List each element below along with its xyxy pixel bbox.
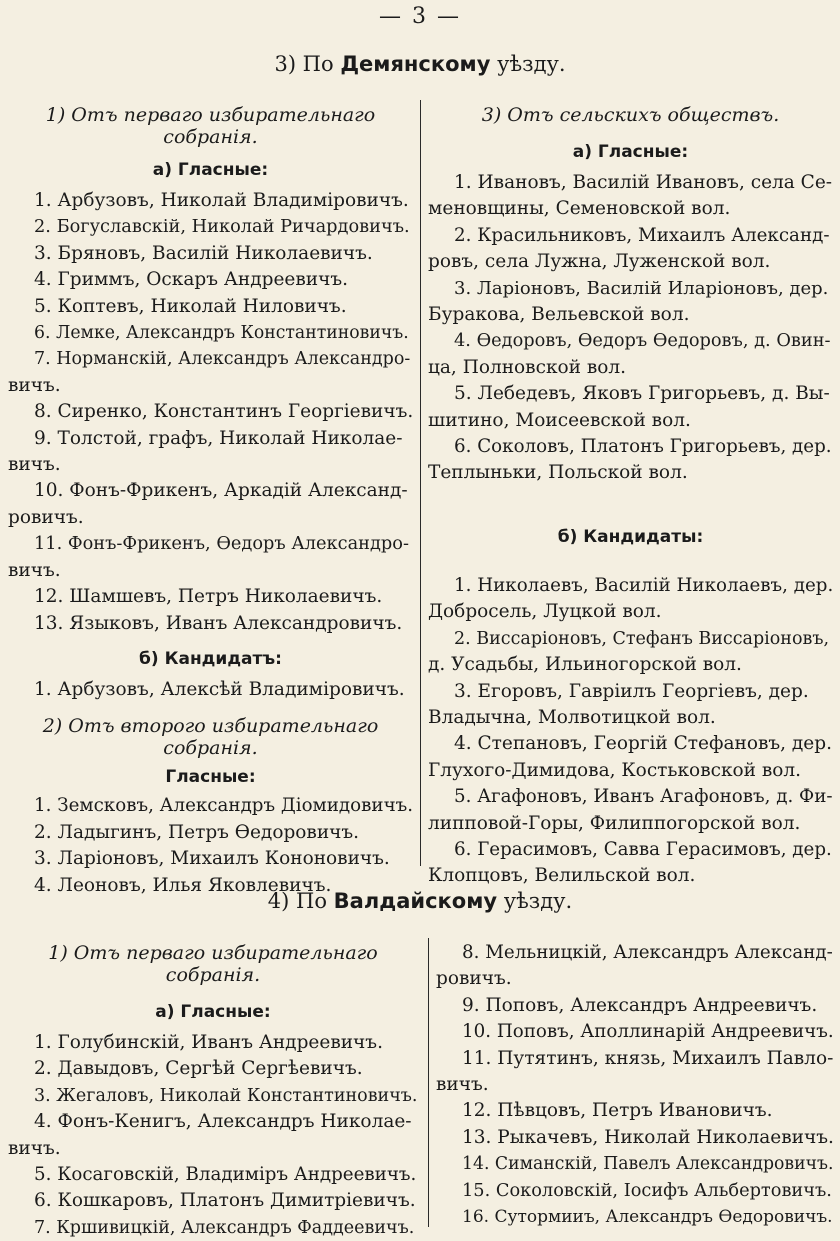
column-divider bbox=[428, 938, 429, 1227]
list-item: 4. Леоновъ, Илья Яковлевичъ. bbox=[34, 874, 332, 896]
subsection-heading: 2) Отъ второго избирательнаго собранія. bbox=[42, 715, 379, 760]
demyansk-left-column bbox=[8, 104, 413, 899]
demyansk-right-column bbox=[428, 104, 833, 890]
list-item: 12. Пѣвцовъ, Петръ Ивановичъ. bbox=[462, 1100, 773, 1122]
list-item-continuation: шитино, Моисеевской вол. bbox=[428, 409, 691, 431]
list-item: 9. Поповъ, Александръ Андреевичъ. bbox=[462, 994, 818, 1016]
list-item: 6. Лемке, Александръ Константиновичъ. bbox=[34, 323, 409, 344]
list-item: 10. Фонъ-Фрикенъ, Аркадій Александ- bbox=[34, 480, 408, 502]
list-item-continuation: Глухого-Димидова, Костьковской вол. bbox=[428, 759, 802, 781]
list-item-continuation: вичъ. bbox=[436, 1074, 489, 1096]
category-heading: а) Гласные: bbox=[155, 1002, 271, 1022]
list-item-continuation: вичъ. bbox=[8, 454, 61, 476]
member-list bbox=[8, 188, 413, 637]
list-item: 5. Агафоновъ, Иванъ Агафоновъ, д. Фи- bbox=[454, 786, 833, 808]
page-number: — 3 — bbox=[379, 4, 461, 29]
list-item: 8. Сиренко, Константинъ Георгіевичъ. bbox=[34, 401, 414, 423]
member-list bbox=[436, 940, 834, 1230]
list-item-continuation: вичъ. bbox=[8, 559, 61, 581]
list-item-continuation: ровъ, села Лужна, Луженской вол. bbox=[428, 251, 771, 273]
list-item-continuation: Добросель, Луцкой вол. bbox=[428, 601, 662, 623]
list-item: 8. Мельницкій, Александръ Александ- bbox=[462, 942, 833, 963]
list-item: 13. Языковъ, Иванъ Александровичъ. bbox=[34, 612, 403, 634]
list-item: 3. Ларіоновъ, Василій Иларіоновъ, дер. bbox=[454, 277, 829, 299]
list-item: 12. Шамшевъ, Петръ Николаевичъ. bbox=[34, 586, 383, 608]
section-title-prefix: 4) По bbox=[267, 889, 327, 913]
valday-right-column bbox=[436, 940, 834, 1230]
list-item-continuation: Владычна, Молвотицкой вол. bbox=[428, 706, 716, 728]
list-item-continuation: Клопцовъ, Велильской вол. bbox=[428, 865, 696, 887]
category-heading: б) Кандидаты: bbox=[557, 526, 704, 547]
list-item: 5. Лебедевъ, Яковъ Григорьевъ, д. Вы- bbox=[454, 383, 830, 405]
list-item: 3. Ларіоновъ, Михаилъ Кононовичъ. bbox=[34, 848, 390, 870]
list-item: 5. Коптевъ, Николай Ниловичъ. bbox=[34, 295, 347, 317]
section-title-district: Демянскому bbox=[340, 52, 491, 76]
list-item-continuation: липповой-Горы, Филиппогорской вол. bbox=[428, 812, 801, 834]
list-item: 9. Толстой, графъ, Николай Николае- bbox=[34, 427, 403, 449]
list-item-continuation: вичъ. bbox=[8, 374, 61, 396]
list-item: 1. Земсковъ, Александръ Діомидовичъ. bbox=[34, 795, 414, 817]
list-item: 11. Путятинъ, князь, Михаилъ Павло- bbox=[462, 1047, 834, 1069]
list-item: 2. Виссаріоновъ, Стефанъ Виссаріоновъ, bbox=[454, 628, 830, 649]
list-item: 6. Кошкаровъ, Платонъ Димитріевичъ. bbox=[34, 1190, 416, 1212]
section-title-district: Валдайскому bbox=[333, 889, 498, 913]
list-item: 3. Егоровъ, Гавріилъ Георгіевъ, дер. bbox=[454, 680, 809, 702]
section-title-suffix: уѣзду. bbox=[503, 889, 573, 913]
subsection-heading: 1) Отъ перваго избирательнаго собранія. bbox=[48, 942, 378, 986]
list-item-continuation: д. Усадьбы, Ильиногорской вол. bbox=[428, 654, 742, 676]
section-title-valday bbox=[0, 889, 840, 913]
list-item: 1. Голубинскій, Иванъ Андреевичъ. bbox=[34, 1032, 383, 1053]
list-item: 2. Богуславскій, Николай Ричардовичъ. bbox=[34, 217, 410, 238]
member-list bbox=[428, 170, 833, 487]
list-item-continuation: ровичъ. bbox=[8, 506, 84, 528]
member-list bbox=[8, 1030, 418, 1241]
category-heading: б) Кандидатъ: bbox=[139, 648, 282, 669]
list-item: 4. Гриммъ, Оскаръ Андреевичъ. bbox=[34, 269, 348, 291]
category-heading: а) Гласные: bbox=[572, 142, 689, 162]
list-item: 1. Ивановъ, Василій Ивановъ, села Се- bbox=[454, 172, 833, 193]
section-title-demyansk bbox=[0, 52, 840, 76]
list-item: 14. Симанскій, Павелъ Александровичъ. bbox=[462, 1154, 834, 1175]
list-item-continuation: Теплыньки, Польской вол. bbox=[428, 462, 688, 484]
member-list bbox=[428, 573, 833, 890]
list-item-continuation: ца, Полновской вол. bbox=[428, 356, 627, 378]
list-item: 16. Сутормииъ, Александръ Ѳедоровичъ. bbox=[462, 1207, 833, 1228]
list-item: 3. Жегаловъ, Николай Константиновичъ. bbox=[34, 1085, 418, 1106]
member-list bbox=[8, 677, 413, 703]
list-item: 2. Ладыгинъ, Петръ Ѳедоровичъ. bbox=[34, 821, 360, 843]
list-item: 2. Красильниковъ, Михаилъ Александ- bbox=[454, 224, 830, 246]
list-item: 1. Арбузовъ, Николай Владиміровичъ. bbox=[34, 190, 409, 211]
list-item: 10. Поповъ, Аполлинарій Андреевичъ. bbox=[462, 1021, 834, 1043]
list-item: 1. Николаевъ, Василій Николаевъ, дер. bbox=[454, 574, 834, 596]
list-item: 4. Фонъ-Кенигъ, Александръ Николае- bbox=[34, 1111, 412, 1133]
category-heading: Гласные: bbox=[165, 767, 256, 788]
subsection-heading: 1) Отъ перваго избирательнаго собранія. bbox=[45, 104, 376, 148]
list-item: 5. Косаговскій, Владиміръ Андреевичъ. bbox=[34, 1164, 417, 1186]
list-item: 11. Фонъ-Фрикенъ, Ѳедоръ Александро- bbox=[34, 534, 409, 555]
list-item-continuation: Буракова, Вельевской вол. bbox=[428, 304, 690, 326]
list-item: 3. Бряновъ, Василій Николаевичъ. bbox=[34, 242, 373, 264]
list-item: 1. Арбузовъ, Алексѣй Владиміровичъ. bbox=[34, 678, 405, 700]
list-item: 4. Степановъ, Георгій Стефановъ, дер. bbox=[454, 733, 832, 755]
section-title-prefix: 3) По bbox=[274, 52, 334, 76]
list-item: 2. Давыдовъ, Сергѣй Сергѣевичъ. bbox=[34, 1058, 363, 1080]
list-item: 7. Кршивицкій, Александръ Фаддеевичъ. bbox=[34, 1217, 415, 1238]
member-list bbox=[8, 793, 413, 899]
list-item: 15. Соколовскій, Іосифъ Альбертовичъ. bbox=[462, 1180, 832, 1201]
list-item-continuation: вичъ. bbox=[8, 1137, 61, 1159]
list-item: 13. Рыкачевъ, Николай Николаевичъ. bbox=[462, 1126, 834, 1148]
valday-left-column bbox=[8, 942, 418, 1241]
list-item: 7. Норманскій, Александръ Александро- bbox=[34, 349, 411, 370]
list-item: 6. Герасимовъ, Савва Герасимовъ, дер. bbox=[454, 838, 832, 860]
list-item: 6. Соколовъ, Платонъ Григорьевъ, дер. bbox=[454, 436, 832, 458]
list-item-continuation: ровичъ. bbox=[436, 968, 512, 990]
category-heading: а) Гласные: bbox=[152, 160, 269, 180]
section-title-suffix: уѣзду. bbox=[497, 52, 566, 76]
column-divider bbox=[420, 100, 421, 866]
list-item: 4. Ѳедоровъ, Ѳедоръ Ѳедоровъ, д. Овин- bbox=[454, 331, 831, 352]
subsection-heading: 3) Отъ сельскихъ обществъ. bbox=[481, 104, 780, 126]
list-item-continuation: меновщины, Семеновской вол. bbox=[428, 198, 731, 220]
